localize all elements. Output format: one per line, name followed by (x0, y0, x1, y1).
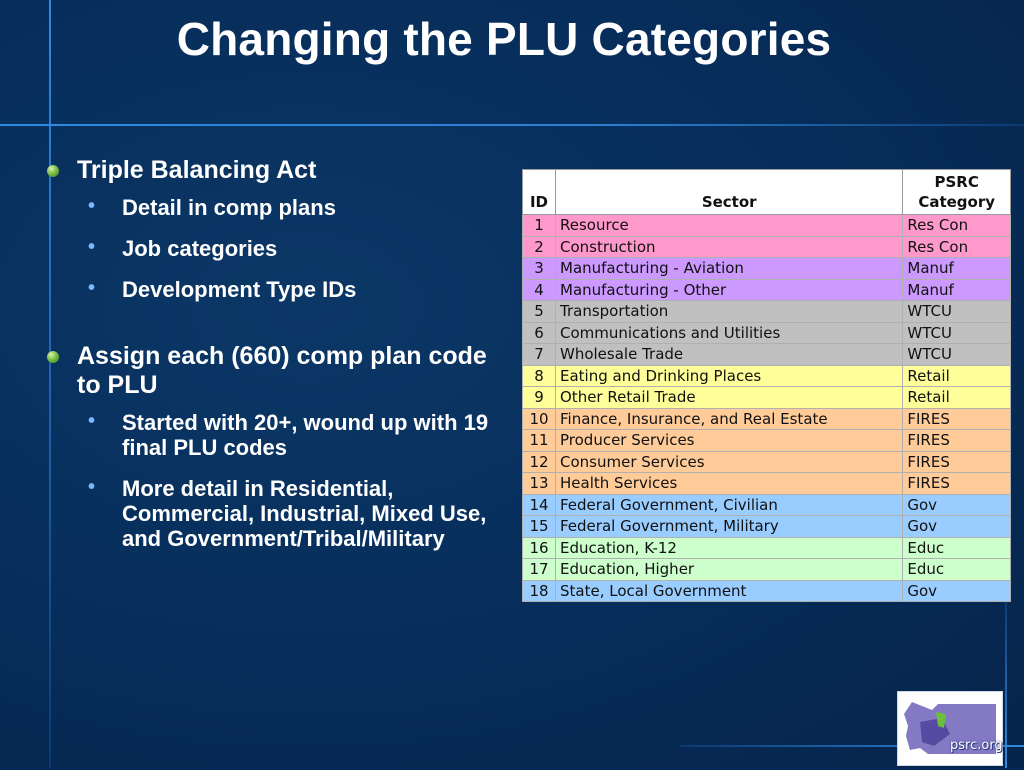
table-row (523, 537, 1011, 559)
sector-cell: Other Retail Trade (556, 387, 903, 409)
id-cell: 4 (523, 279, 556, 301)
sector-cell: Manufacturing - Aviation (556, 258, 903, 280)
category-cell: Educ (903, 537, 1011, 559)
table-row (523, 301, 1011, 323)
category-cell: FIRES (903, 473, 1011, 495)
id-cell: 18 (523, 580, 556, 602)
sector-cell: Manufacturing - Other (556, 279, 903, 301)
table-row (523, 559, 1011, 581)
id-cell: 14 (523, 494, 556, 516)
sub-bullet-dot-icon: • (88, 236, 96, 258)
category-cell: FIRES (903, 430, 1011, 452)
table-body (523, 215, 1011, 602)
sector-cell: Health Services (556, 473, 903, 495)
category-cell: Gov (903, 580, 1011, 602)
table-row (523, 473, 1011, 495)
table-row (523, 215, 1011, 237)
sector-cell: Consumer Services (556, 451, 903, 473)
sector-cell: Resource (556, 215, 903, 237)
sector-cell: Federal Government, Civilian (556, 494, 903, 516)
category-cell: Gov (903, 516, 1011, 538)
header-category-line1: PSRC (934, 173, 979, 191)
sub-bullet-item (46, 236, 516, 261)
table-row (523, 494, 1011, 516)
sector-cell: Federal Government, Military (556, 516, 903, 538)
category-cell: Res Con (903, 236, 1011, 258)
table-row (523, 430, 1011, 452)
id-cell: 16 (523, 537, 556, 559)
bullet-list (46, 156, 516, 567)
sector-cell: Education, K-12 (556, 537, 903, 559)
sub-bullet-text: Started with 20+, wound up with 19 final PLU codes (122, 410, 489, 460)
sub-bullet-item (46, 476, 516, 551)
plu-category-table (522, 169, 1011, 602)
id-cell: 2 (523, 236, 556, 258)
id-cell: 17 (523, 559, 556, 581)
category-cell: Gov (903, 494, 1011, 516)
id-cell: 1 (523, 215, 556, 237)
sector-cell: State, Local Government (556, 580, 903, 602)
green-bullet-icon (47, 351, 59, 363)
id-cell: 9 (523, 387, 556, 409)
category-cell: WTCU (903, 322, 1011, 344)
table-row (523, 387, 1011, 409)
id-cell: 7 (523, 344, 556, 366)
table-row (523, 258, 1011, 280)
table-row (523, 279, 1011, 301)
washington-state-map-icon (898, 692, 1002, 765)
id-cell: 11 (523, 430, 556, 452)
header-category (903, 170, 1011, 215)
id-cell: 6 (523, 322, 556, 344)
sub-bullet-dot-icon: • (88, 476, 96, 498)
table-row (523, 408, 1011, 430)
table-row (523, 580, 1011, 602)
sub-bullet-text: Development Type IDs (122, 277, 357, 302)
table-header-row (523, 170, 1011, 215)
bullet-text: Assign each (660) comp plan code to PLU (77, 342, 487, 399)
bullet-text: Triple Balancing Act (77, 156, 317, 184)
sub-bullet-text: More detail in Residential, Commercial, Industrial, Mixed Use, and Government/Tribal/Military (122, 476, 487, 551)
table-row (523, 322, 1011, 344)
category-cell: Res Con (903, 215, 1011, 237)
sector-cell: Finance, Insurance, and Real Estate (556, 408, 903, 430)
category-cell: WTCU (903, 344, 1011, 366)
table-row (523, 236, 1011, 258)
category-cell: WTCU (903, 301, 1011, 323)
decorative-horizontal-line (0, 124, 1024, 126)
id-cell: 3 (523, 258, 556, 280)
sector-cell: Wholesale Trade (556, 344, 903, 366)
sub-bullet-text: Job categories (122, 236, 278, 261)
table-row (523, 516, 1011, 538)
sub-bullet-dot-icon: • (88, 195, 96, 217)
header-id: ID (523, 170, 556, 215)
category-cell: Manuf (903, 279, 1011, 301)
sub-bullet-text: Detail in comp plans (122, 195, 336, 220)
sector-cell: Construction (556, 236, 903, 258)
sector-cell: Transportation (556, 301, 903, 323)
sub-bullet-item (46, 277, 516, 302)
sub-bullet-dot-icon: • (88, 410, 96, 432)
sector-cell: Communications and Utilities (556, 322, 903, 344)
id-cell: 8 (523, 365, 556, 387)
sector-cell: Producer Services (556, 430, 903, 452)
id-cell: 10 (523, 408, 556, 430)
category-cell: Retail (903, 365, 1011, 387)
slide-title: Changing the PLU Categories (176, 13, 832, 65)
green-bullet-icon (47, 165, 59, 177)
category-cell: FIRES (903, 451, 1011, 473)
table-row (523, 365, 1011, 387)
psrc-logo (897, 691, 1003, 766)
category-cell: Manuf (903, 258, 1011, 280)
category-cell: FIRES (903, 408, 1011, 430)
id-cell: 13 (523, 473, 556, 495)
id-cell: 5 (523, 301, 556, 323)
category-cell: Educ (903, 559, 1011, 581)
sector-cell: Eating and Drinking Places (556, 365, 903, 387)
header-category-line2: Category (918, 193, 996, 211)
id-cell: 12 (523, 451, 556, 473)
sub-bullet-item (46, 410, 516, 460)
table-row (523, 451, 1011, 473)
sub-bullet-dot-icon: • (88, 277, 96, 299)
decorative-vertical-line-right (1005, 598, 1007, 768)
table-row (523, 344, 1011, 366)
bullet-item (46, 156, 516, 185)
logo-text: psrc.org (950, 738, 1003, 753)
header-sector: Sector (556, 170, 903, 215)
id-cell: 15 (523, 516, 556, 538)
category-cell: Retail (903, 387, 1011, 409)
bullet-item (46, 342, 516, 400)
sub-bullet-item (46, 195, 516, 220)
sector-cell: Education, Higher (556, 559, 903, 581)
